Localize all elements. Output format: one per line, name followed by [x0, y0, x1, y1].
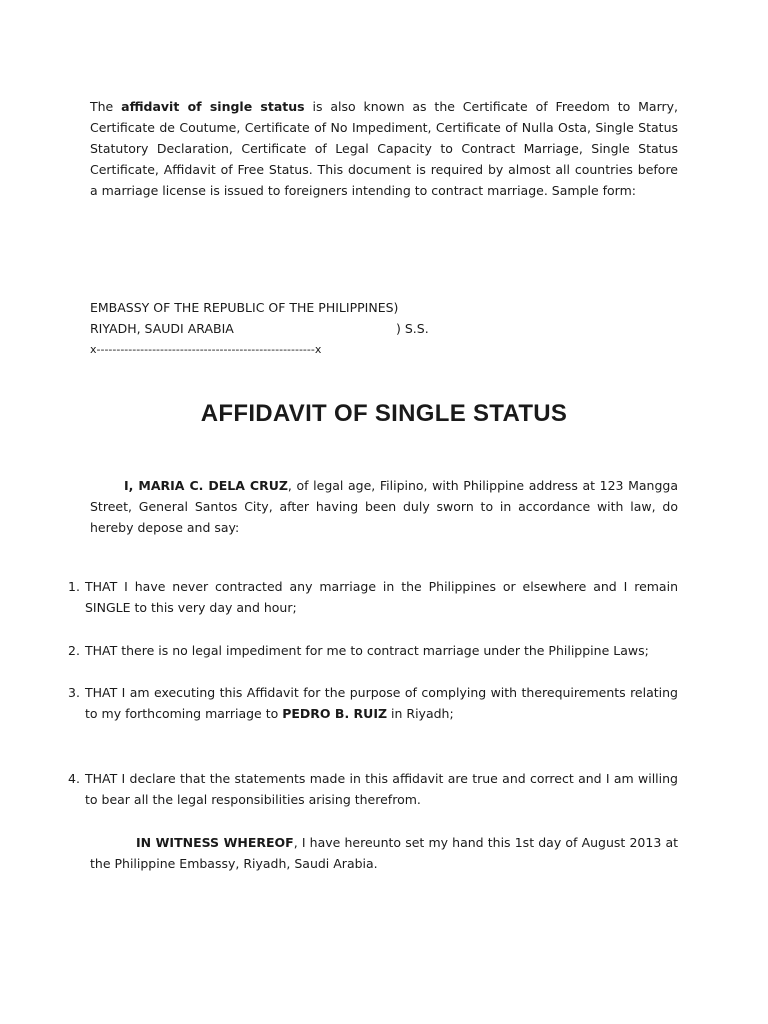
list-item-1	[68, 576, 678, 618]
item-number: 4.	[68, 771, 80, 786]
intro-term: affidavit of single status	[121, 99, 305, 114]
item-text: THAT I have never contracted any marriage in the Philippines or elsewhere and I remain SINGLE to this very day and hour;	[85, 579, 678, 615]
fiance-name: PEDRO B. RUIZ	[282, 706, 388, 721]
opening-paragraph	[90, 475, 678, 538]
intro-text: is also known as the Certificate of Freedom to Marry, Certificate de Coutume, Certificate of No Impediment, Certificate of Nulla Osta, Single Status Statutory Declaration, Certificate of Legal Capacity to Contract Marriage, Single Status Certificate, Affidavit of Free Status. This document is required by almost all countries before a marriage license is issued to foreigners intending to contract marriage. Sample form:	[90, 99, 679, 198]
list-item-3	[68, 682, 678, 724]
opening-text: , of legal age, Filipino, with Philippine address at 123 Mangga Street, General Santos City, after having been duly sworn to in accordance with law, do hereby depose and say:	[90, 478, 678, 535]
list-item-2	[68, 640, 678, 661]
venue-line-2-right: ) S.S.	[396, 321, 429, 336]
item-number: 1.	[68, 579, 80, 594]
witness-text: , I have hereunto set my hand this 1st day of August 2013 at the Philippine Embassy, Riyadh, Saudi Arabia.	[90, 835, 678, 871]
intro-the: The	[90, 99, 114, 114]
item-text: THAT I declare that the statements made in this affidavit are true and correct and I am willing to bear all the legal responsibilities arising therefrom.	[85, 771, 678, 807]
venue-line-2-left: RIYADH, SAUDI ARABIA	[90, 321, 234, 336]
item-text	[68, 682, 678, 724]
item-text: THAT there is no legal impediment for me to contract marriage under the Philippine Laws;	[85, 643, 649, 658]
witness-paragraph	[90, 832, 678, 874]
document-title: AFFIDAVIT OF SINGLE STATUS	[200, 400, 568, 427]
item-text-before: THAT I am executing this Affidavit for the purpose of complying with therequirements relating to my forthcoming marriage to	[85, 685, 678, 721]
affiant-name: I, MARIA C. DELA CRUZ	[124, 478, 288, 493]
item-text-after: in Riyadh;	[387, 706, 454, 721]
witness-heading: IN WITNESS WHEREOF	[136, 835, 294, 850]
item-number: 3.	[68, 685, 80, 700]
item-number: 2.	[68, 643, 80, 658]
venue-separator: x-------------------------------------------------------x	[90, 343, 322, 356]
intro-paragraph	[90, 96, 678, 201]
list-item-4	[68, 768, 678, 810]
venue-line-1: EMBASSY OF THE REPUBLIC OF THE PHILIPPINES)	[90, 300, 399, 315]
